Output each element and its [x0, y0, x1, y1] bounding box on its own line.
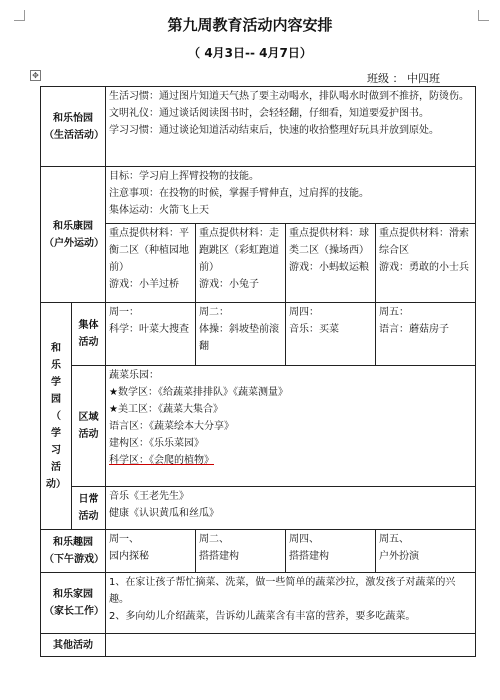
activity-table: [40, 86, 476, 657]
text-line: 1、在家让孩子帮忙摘菜、洗菜，做一些简单的蔬菜沙拉，激发孩子对蔬菜的兴趣。: [109, 577, 456, 605]
zone-material: 重点提供材料：球类二区（操场西）: [289, 228, 369, 256]
sub-label-area: 区域 活动: [72, 366, 106, 487]
day-content: 科学：叶菜大搜查: [109, 324, 189, 335]
day-label: 周四、: [289, 534, 319, 545]
day-content: 搭搭建构: [289, 551, 329, 562]
row-family: [41, 573, 476, 634]
text-line: 音乐《王老先生》: [109, 491, 189, 502]
day-content: 园内探秘: [109, 551, 149, 562]
day-cell[interactable]: [376, 303, 476, 366]
sub-label-group: 集体 活动: [72, 303, 106, 366]
date-range: （ 4月3日-- 4月7日）: [188, 46, 312, 60]
zone-cell[interactable]: [286, 224, 376, 303]
row-learning-group: [41, 303, 476, 366]
text-line: 生活习惯：通过图片知道天气热了要主动喝水，排队喝水时做到不推挤，防烫伤。: [109, 91, 469, 102]
zone-game: 游戏：小羊过桥: [109, 279, 179, 290]
day-content: 户外扮演: [379, 551, 419, 562]
zone-game: 游戏：勇敢的小士兵: [379, 262, 469, 273]
row-label-afternoon: 和乐趣园 （下午游戏）: [41, 530, 106, 573]
text-line: 建构区：《乐乐菜园》: [109, 438, 204, 449]
zone-material: 重点提供材料：滑索综合区: [379, 228, 469, 256]
day-cell[interactable]: [196, 530, 286, 573]
text-line: 集体运动：火箭飞上天: [109, 205, 209, 216]
zone-material: 重点提供材料：走跑跳区（彩虹跑道前）: [199, 228, 279, 273]
area-content[interactable]: [106, 366, 476, 487]
day-content: 语言：蘑菇房子: [379, 324, 449, 335]
day-content: 音乐：买菜: [289, 324, 339, 335]
row-other: [41, 634, 476, 657]
text-line: 健康《认识黄瓜和丝瓜》: [109, 508, 219, 519]
row-label-life: 和乐怡园 （生活活动）: [41, 87, 106, 167]
text-line: ★美工区：《蔬菜大集合》: [109, 404, 223, 415]
row-outdoor: [41, 167, 476, 224]
class-label: 班级 ： 中四班: [367, 72, 440, 85]
day-cell[interactable]: [106, 530, 196, 573]
row-learning-area: [41, 366, 476, 487]
row-label-learning: 和 乐 学 园 （ 学 习 活 动）: [41, 303, 72, 530]
outdoor-content[interactable]: [106, 167, 476, 224]
family-content[interactable]: [106, 573, 476, 634]
day-label: 周四：: [289, 307, 319, 318]
table-move-handle-icon[interactable]: ✥: [30, 70, 41, 81]
day-label: 周二：: [199, 307, 229, 318]
text-line: 目标：学习肩上挥臂投物的技能。: [109, 171, 259, 182]
text-line: 语言区：《蔬菜绘本大分享》: [109, 421, 234, 432]
row-life: [41, 87, 476, 167]
zone-cell[interactable]: [196, 224, 286, 303]
text-line: 注意事项：在投物的时候，掌握手臂伸直，过肩挥的技能。: [109, 188, 369, 199]
row-outdoor-zones: [41, 224, 476, 303]
row-label-family: 和乐家园 （家长工作）: [41, 573, 106, 634]
text-line: 2、多向幼儿介绍蔬菜，告诉幼儿蔬菜含有丰富的营养，要多吃蔬菜。: [109, 611, 416, 622]
day-cell[interactable]: [286, 530, 376, 573]
text-line: 科学区：《会爬的植物》: [109, 455, 214, 466]
zone-cell[interactable]: [106, 224, 196, 303]
text-line: ★数学区：《给蔬菜排排队》《蔬菜测量》: [109, 387, 288, 398]
row-label-outdoor: 和乐康园 （户外运动）: [41, 167, 106, 303]
text-line: 文明礼仪：通过谈话阅读图书时，会轻轻翻，仔细看，知道要爱护图书。: [109, 108, 429, 119]
text-line: 学习习惯：通过谈论知道活动结束后，快速的收拾整理好玩具并放到原处。: [109, 125, 439, 136]
day-label: 周二、: [199, 534, 229, 545]
daily-content[interactable]: [106, 487, 476, 530]
day-cell[interactable]: [106, 303, 196, 366]
row-afternoon: [41, 530, 476, 573]
zone-cell[interactable]: [376, 224, 476, 303]
day-cell[interactable]: [376, 530, 476, 573]
day-content: 体操：斜坡垫前滚翻: [199, 324, 279, 352]
day-label: 周五、: [379, 534, 409, 545]
zone-game: 游戏：小兔子: [199, 279, 259, 290]
sub-label-daily: 日常 活动: [72, 487, 106, 530]
page-title: 第九周教育活动内容安排: [167, 16, 333, 34]
zone-game: 游戏：小蚂蚁运粮: [289, 262, 369, 273]
day-label: 周五：: [379, 307, 409, 318]
row-label-other: 其他活动: [41, 634, 106, 657]
life-content[interactable]: [106, 87, 476, 167]
other-content[interactable]: [106, 634, 476, 657]
text-line: 蔬菜乐园：: [109, 370, 159, 381]
day-cell[interactable]: [196, 303, 286, 366]
day-label: 周一、: [109, 534, 139, 545]
day-cell[interactable]: [286, 303, 376, 366]
day-label: 周一：: [109, 307, 139, 318]
day-content: 搭搭建构: [199, 551, 239, 562]
zone-material: 重点提供材料：平衡二区（种植园地前）: [109, 228, 189, 273]
row-learning-daily: [41, 487, 476, 530]
